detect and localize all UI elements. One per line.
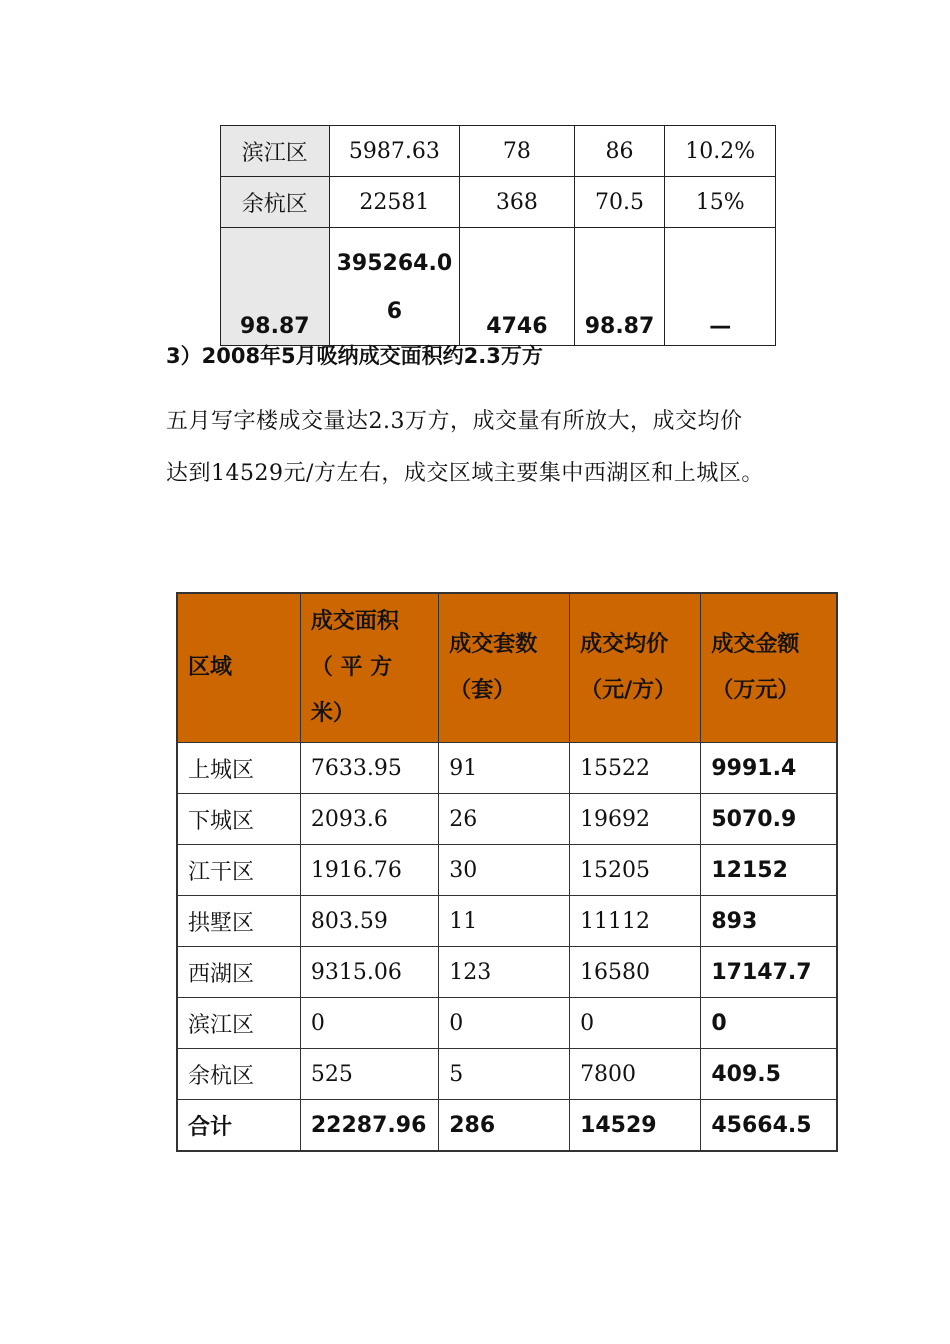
table-cell: 5987.63 — [329, 126, 460, 177]
table-cell: 409.5 — [701, 1049, 837, 1100]
header-district — [177, 593, 300, 743]
table-cell: 26 — [439, 794, 570, 845]
table-cell: 12152 — [701, 845, 837, 896]
table-cell: 14529 — [570, 1100, 701, 1152]
header-line: （套） — [449, 678, 516, 703]
table-cell: 7800 — [570, 1049, 701, 1100]
header-line: （万元） — [711, 678, 800, 703]
table-cell: 0 — [300, 998, 438, 1049]
table-cell: 2093.6 — [300, 794, 438, 845]
table-cell: 16580 — [570, 947, 701, 998]
section-heading: 3）2008年5月吸纳成交面积约2.3万方 — [166, 344, 543, 368]
header-line: （元/方） — [580, 678, 677, 703]
top-table — [220, 125, 776, 346]
header-line: 成交套数 — [449, 632, 538, 657]
district-cell: 余杭区 — [221, 177, 330, 228]
table-cell: 91 — [439, 743, 570, 794]
table-row-total — [221, 228, 776, 346]
table-cell: 5 — [439, 1049, 570, 1100]
table-cell: 368 — [460, 177, 574, 228]
table-row — [177, 845, 837, 896]
paragraph-line: 五月写字楼成交量达2.3万方，成交量有所放大，成交均价 — [166, 409, 743, 434]
table-cell: 893 — [701, 896, 837, 947]
table-row — [221, 126, 776, 177]
table-cell: 395264.06 — [329, 228, 460, 346]
table-cell: 30 — [439, 845, 570, 896]
table-cell: 4746 — [460, 228, 574, 346]
table-cell: 0 — [439, 998, 570, 1049]
header-units — [439, 593, 570, 743]
table-cell: 803.59 — [300, 896, 438, 947]
table-cell: 9991.4 — [701, 743, 837, 794]
bottom-table — [176, 592, 838, 1152]
header-line: 区域 — [188, 655, 233, 680]
table-cell: 0 — [570, 998, 701, 1049]
table-cell: 11 — [439, 896, 570, 947]
header-line: 成交面积 — [310, 609, 399, 634]
district-cell: 余杭区 — [177, 1049, 300, 1100]
table-cell: 10.2% — [665, 126, 776, 177]
district-cell: 下城区 — [177, 794, 300, 845]
table-cell: 15205 — [570, 845, 701, 896]
district-cell: 上城区 — [177, 743, 300, 794]
table-cell: 22581 — [329, 177, 460, 228]
table-row — [177, 998, 837, 1049]
table-cell: 11112 — [570, 896, 701, 947]
table-cell: 9315.06 — [300, 947, 438, 998]
district-cell: 江干区 — [177, 845, 300, 896]
paragraph — [166, 396, 846, 500]
header-avg-price — [570, 593, 701, 743]
header-area — [300, 593, 438, 743]
table-cell: 86 — [574, 126, 665, 177]
header-line: 米） — [310, 701, 355, 726]
table-cell: 19692 — [570, 794, 701, 845]
header-amount — [701, 593, 837, 743]
table-row — [221, 177, 776, 228]
table-cell: 70.5 — [574, 177, 665, 228]
table-cell: 286 — [439, 1100, 570, 1152]
table-row — [177, 1049, 837, 1100]
table-cell: 1916.76 — [300, 845, 438, 896]
header-line: 成交金额 — [711, 632, 800, 657]
district-cell: 滨江区 — [221, 126, 330, 177]
table-header-row — [177, 593, 837, 743]
total-label: 合计 — [177, 1100, 300, 1152]
table-row — [177, 743, 837, 794]
table-cell: 7633.95 — [300, 743, 438, 794]
table-cell: 45664.5 — [701, 1100, 837, 1152]
paragraph-line: 达到14529元/方左右，成交区域主要集中西湖区和上城区。 — [166, 461, 764, 486]
district-cell: 滨江区 — [177, 998, 300, 1049]
table-cell: 0 — [701, 998, 837, 1049]
district-cell: 西湖区 — [177, 947, 300, 998]
district-cell: 拱墅区 — [177, 896, 300, 947]
table-row — [177, 794, 837, 845]
table-row — [177, 896, 837, 947]
table-cell: 98.87 — [574, 228, 665, 346]
table-row — [177, 947, 837, 998]
table-cell: 123 — [439, 947, 570, 998]
table-cell: 17147.7 — [701, 947, 837, 998]
header-line: 成交均价 — [580, 632, 669, 657]
table-cell: 22287.96 — [300, 1100, 438, 1152]
table-cell: 5070.9 — [701, 794, 837, 845]
table-cell: 98.87 — [221, 228, 330, 346]
table-cell: 15% — [665, 177, 776, 228]
table-cell: 78 — [460, 126, 574, 177]
table-cell: 15522 — [570, 743, 701, 794]
table-cell: — — [665, 228, 776, 346]
header-line: （ 平 方 — [310, 655, 393, 680]
table-row-total — [177, 1100, 837, 1152]
table-cell: 525 — [300, 1049, 438, 1100]
